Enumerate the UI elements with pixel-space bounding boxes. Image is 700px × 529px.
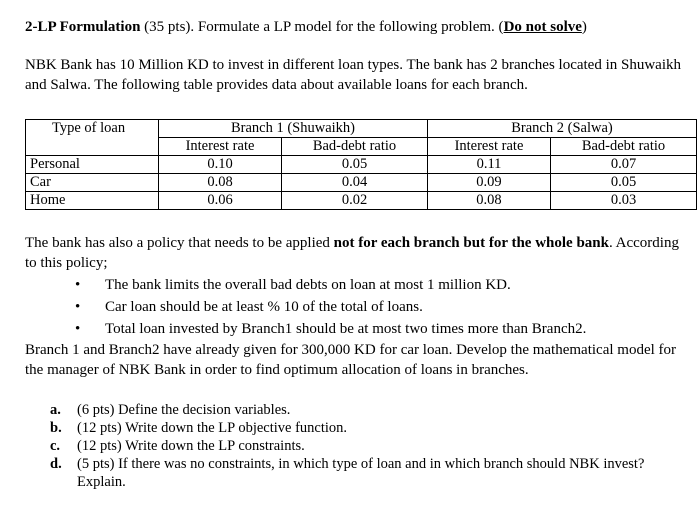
part-marker: d.: [50, 456, 62, 472]
row-b2-interest: 0.09: [427, 174, 550, 192]
row-b1-interest: 0.06: [159, 192, 282, 210]
policy-pre: The bank has also a policy that needs to be applied: [25, 235, 334, 251]
intro-paragraph: NBK Bank has 10 Million KD to invest in different loan types. The bank has 2 branches located in Shuwaikh and Salwa. The following table provides data about available loans for each branch.: [25, 57, 682, 93]
question-points: (35 pts). Formulate a LP model for the following problem. (: [140, 19, 504, 35]
list-item: [50, 437, 695, 455]
list-item: [50, 419, 695, 437]
rule-text: Car loan should be at least % 10 of the total of loans.: [105, 299, 423, 315]
closing-paragraph: Branch 1 and Branch2 have already given for 300,000 KD for car loan. Develop the mathematical model for the manager of NBK Bank in order to find optimum allocation of loans in branches.: [25, 342, 677, 378]
branch1-header: Branch 1 (Shuwaikh): [159, 120, 428, 138]
row-b1-baddebt: 0.02: [282, 192, 428, 210]
part-marker: c.: [50, 438, 61, 454]
row-type: Car: [26, 174, 159, 192]
question-parts-list: [50, 401, 695, 491]
rule-text: The bank limits the overall bad debts on loan at most 1 million KD.: [105, 277, 511, 293]
question-heading: 2-LP Formulation: [25, 19, 141, 35]
part-marker: b.: [50, 420, 62, 436]
rule-text: Total loan invested by Branch1 should be at most two times more than Branch2.: [105, 321, 587, 337]
table-row: [26, 192, 697, 210]
part-text: (12 pts) Write down the LP constraints.: [77, 438, 305, 454]
list-item: [75, 297, 675, 319]
list-item: [75, 319, 675, 341]
row-b2-interest: 0.08: [427, 192, 550, 210]
policy-paragraph: [25, 233, 685, 273]
bullet-icon: •: [75, 321, 81, 337]
row-b1-baddebt: 0.04: [282, 174, 428, 192]
row-b1-interest: 0.08: [159, 174, 282, 192]
bullet-icon: •: [75, 299, 81, 315]
policy-bold: not for each branch but for the whole bank: [333, 235, 609, 251]
part-text: (5 pts) If there was no constraints, in which type of loan and in which branch should NBK invest? Explain.: [77, 456, 645, 490]
table-header-row: [26, 120, 697, 138]
branch2-header: Branch 2 (Salwa): [427, 120, 696, 138]
row-b2-interest: 0.11: [427, 156, 550, 174]
list-item: [75, 275, 675, 297]
type-of-loan-header: Type of loan: [26, 120, 159, 156]
part-text: (12 pts) Write down the LP objective function.: [77, 420, 348, 436]
list-item: [50, 455, 695, 491]
question-title: [25, 17, 587, 37]
policy-rules-list: [75, 275, 675, 341]
part-text: (6 pts) Define the decision variables.: [77, 402, 291, 418]
row-b1-interest: 0.10: [159, 156, 282, 174]
do-not-solve-note: Do not solve: [503, 19, 582, 35]
loan-table: [25, 119, 697, 210]
bullet-icon: •: [75, 277, 81, 293]
row-b2-baddebt: 0.07: [551, 156, 697, 174]
b1-interest-header: Interest rate: [159, 138, 282, 156]
row-type: Home: [26, 192, 159, 210]
row-b1-baddebt: 0.05: [282, 156, 428, 174]
b2-interest-header: Interest rate: [427, 138, 550, 156]
policy-post: . According to this policy;: [25, 235, 679, 271]
list-item: [50, 401, 695, 419]
row-type: Personal: [26, 156, 159, 174]
table-row: [26, 156, 697, 174]
b2-baddebt-header: Bad-debt ratio: [551, 138, 697, 156]
b1-baddebt-header: Bad-debt ratio: [282, 138, 428, 156]
row-b2-baddebt: 0.03: [551, 192, 697, 210]
part-marker: a.: [50, 402, 61, 418]
title-close-paren: ): [581, 19, 587, 35]
table-row: [26, 174, 697, 192]
row-b2-baddebt: 0.05: [551, 174, 697, 192]
